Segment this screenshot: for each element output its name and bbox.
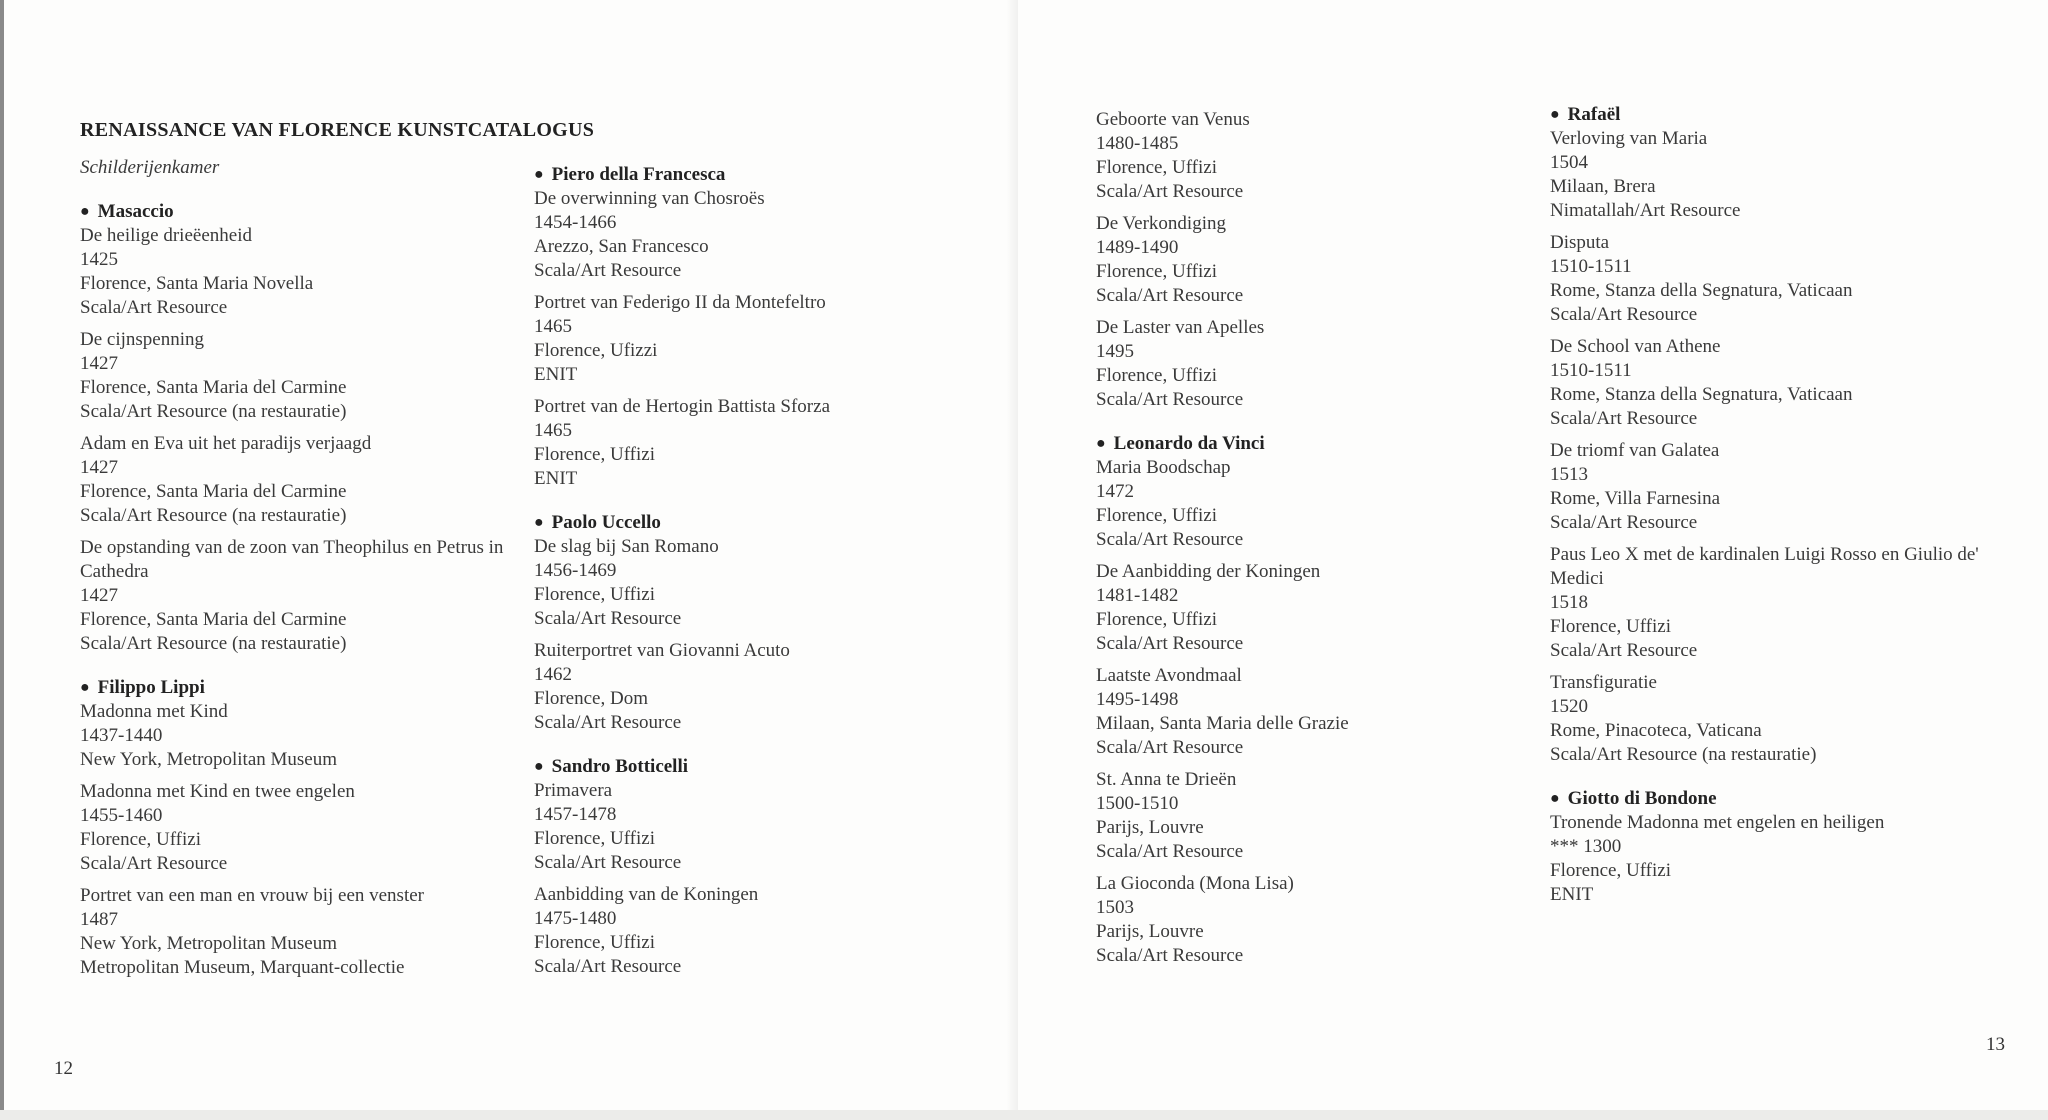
right-page [1018, 0, 2048, 1120]
bullet-icon: ● [80, 203, 90, 220]
artwork-credit: Scala/Art Resource [80, 853, 228, 874]
artist-list [1550, 103, 1990, 907]
artwork-entry [1550, 127, 1990, 223]
artwork-title: De triomf van Galatea [1550, 440, 1720, 461]
artist-name: Paolo Uccello [551, 512, 661, 533]
artwork-entry [534, 639, 974, 735]
artwork-title: Portret van een man en vrouw bij een venster [80, 885, 424, 906]
artwork-entry [1096, 872, 1526, 968]
artwork-entry [80, 328, 520, 424]
artwork-location: Parijs, Louvre [1096, 817, 1204, 838]
artwork-location: Rome, Villa Farnesina [1550, 488, 1721, 509]
artwork-entry [534, 187, 974, 283]
artwork-location: Florence, Uffizi [1096, 505, 1217, 526]
artwork-entry [80, 432, 520, 528]
artwork-credit: Scala/Art Resource [534, 608, 682, 629]
artist-heading [534, 163, 974, 187]
artwork-date: 1427 [80, 353, 118, 374]
artwork-credit: Scala/Art Resource (na restauratie) [80, 505, 347, 526]
artwork-credit: Scala/Art Resource (na restauratie) [1550, 744, 1817, 765]
artwork-title: De heilige drieëenheid [80, 225, 252, 246]
artist-name: Piero della Francesca [551, 164, 726, 185]
artist-block [1096, 432, 1526, 968]
artwork-credit: Scala/Art Resource [1096, 945, 1244, 966]
artist-block [1550, 787, 1990, 907]
artwork-date: 1500-1510 [1096, 793, 1179, 814]
artwork-entry [80, 884, 520, 980]
artwork-credit: Scala/Art Resource [1550, 512, 1698, 533]
artist-name: Leonardo da Vinci [1113, 433, 1265, 454]
artwork-credit: Scala/Art Resource [534, 956, 682, 977]
artwork-entry [80, 224, 520, 320]
artist-name: Giotto di Bondone [1567, 788, 1717, 809]
artwork-credit: ENIT [534, 364, 578, 385]
artwork-entry [534, 883, 974, 979]
artwork-entry [1550, 543, 1990, 663]
artwork-location: New York, Metropolitan Museum [80, 933, 338, 954]
artwork-credit: ENIT [534, 468, 578, 489]
artist-heading [1550, 787, 1990, 811]
artwork-location: Rome, Stanza della Segnatura, Vaticaan [1550, 384, 1853, 405]
artwork-title: St. Anna te Drieën [1096, 769, 1237, 790]
artwork-entry [534, 535, 974, 631]
artwork-title: Tronende Madonna met engelen en heiligen [1550, 812, 1885, 833]
artwork-credit: Scala/Art Resource [1550, 408, 1698, 429]
artist-name: Filippo Lippi [97, 677, 205, 698]
catalog-column-4 [1550, 103, 1990, 927]
artwork-title: Verloving van Maria [1550, 128, 1708, 149]
artwork-location: Rome, Stanza della Segnatura, Vaticaan [1550, 280, 1853, 301]
artwork-location: Florence, Uffizi [1096, 157, 1217, 178]
artwork-entry [1096, 108, 1526, 204]
artwork-location: Arezzo, San Francesco [534, 236, 709, 257]
artwork-title: Portret van de Hertogin Battista Sforza [534, 396, 831, 417]
artist-list [80, 200, 520, 980]
artwork-location: Florence, Uffizi [534, 828, 655, 849]
artwork-entry [1096, 316, 1526, 412]
artwork-title: De slag bij San Romano [534, 536, 719, 557]
artist-name: Rafaël [1567, 104, 1621, 125]
artwork-credit: ENIT [1550, 884, 1594, 905]
artwork-entry [80, 536, 520, 656]
artwork-title: Disputa [1550, 232, 1610, 253]
artwork-title: Laatste Avondmaal [1096, 665, 1242, 686]
artwork-title: Madonna met Kind [80, 701, 228, 722]
artwork-date: 1475-1480 [534, 908, 617, 929]
artwork-date: 1425 [80, 249, 118, 270]
artwork-entry [1550, 335, 1990, 431]
artwork-credit: Scala/Art Resource (na restauratie) [80, 401, 347, 422]
artist-heading [534, 755, 974, 779]
artwork-date: 1510-1511 [1550, 256, 1632, 277]
artwork-date: 1456-1469 [534, 560, 617, 581]
bullet-icon: ● [534, 758, 544, 775]
bullet-icon: ● [534, 166, 544, 183]
artwork-location: Florence, Santa Maria del Carmine [80, 377, 347, 398]
artwork-credit: Scala/Art Resource [1096, 181, 1244, 202]
artist-heading [1096, 432, 1526, 456]
artist-block [534, 511, 974, 735]
artwork-entry [1550, 231, 1990, 327]
artwork-entry [1550, 811, 1990, 907]
artwork-credit: Scala/Art Resource [1096, 529, 1244, 550]
page-number-right: 13 [1986, 1034, 2005, 1055]
bullet-icon: ● [1550, 790, 1560, 807]
artwork-title: Aanbidding van de Koningen [534, 884, 759, 905]
catalog-title: RENAISSANCE VAN FLORENCE KUNSTCATALOGUS [80, 119, 595, 141]
artwork-date: 1454-1466 [534, 212, 617, 233]
artwork-location: Florence, Uffizi [534, 444, 655, 465]
artwork-location: Milaan, Santa Maria delle Grazie [1096, 713, 1349, 734]
artwork-credit: Scala/Art Resource [1096, 285, 1244, 306]
bullet-icon: ● [534, 514, 544, 531]
artwork-title: De opstanding van de zoon van Theophilus en Petrus in Cathedra [80, 537, 504, 582]
artwork-entry [80, 780, 520, 876]
artist-block [534, 163, 974, 491]
artwork-date: 1518 [1550, 592, 1588, 613]
artwork-credit: Metropolitan Museum, Marquant-collectie [80, 957, 405, 978]
artwork-date: 1457-1478 [534, 804, 617, 825]
artwork-date: 1465 [534, 316, 572, 337]
artwork-title: Portret van Federigo II da Montefeltro [534, 292, 826, 313]
artwork-entry [80, 700, 520, 772]
artwork-title: Maria Boodschap [1096, 457, 1231, 478]
artwork-date: 1481-1482 [1096, 585, 1179, 606]
artwork-date: 1510-1511 [1550, 360, 1632, 381]
artist-heading [534, 511, 974, 535]
artwork-entry [534, 291, 974, 387]
artwork-entry [534, 395, 974, 491]
artwork-title: La Gioconda (Mona Lisa) [1096, 873, 1294, 894]
artwork-title: De Laster van Apelles [1096, 317, 1265, 338]
artwork-location: Florence, Uffizi [80, 829, 201, 850]
artist-block [80, 676, 520, 980]
artwork-date: *** 1300 [1550, 836, 1622, 857]
artist-block [1550, 103, 1990, 767]
artwork-location: Florence, Ufizzi [534, 340, 658, 361]
artwork-location: Florence, Uffizi [1096, 261, 1217, 282]
artwork-title: De cijnspenning [80, 329, 205, 350]
artwork-date: 1489-1490 [1096, 237, 1179, 258]
artwork-entry [1096, 456, 1526, 552]
artwork-entry [1550, 439, 1990, 535]
artwork-date: 1480-1485 [1096, 133, 1179, 154]
artwork-date: 1427 [80, 457, 118, 478]
artwork-date: 1462 [534, 664, 572, 685]
artwork-credit: Scala/Art Resource (na restauratie) [80, 633, 347, 654]
artwork-location: Florence, Uffizi [1096, 365, 1217, 386]
artist-block [1096, 108, 1526, 412]
artwork-title: De Verkondiging [1096, 213, 1226, 234]
page-bottom-edge [0, 1110, 2048, 1120]
artwork-entry [1550, 671, 1990, 767]
artwork-date: 1437-1440 [80, 725, 163, 746]
artwork-title: Paus Leo X met de kardinalen Luigi Rosso en Giulio de' Medici [1550, 544, 1979, 589]
artwork-location: Florence, Dom [534, 688, 648, 709]
artwork-title: De Aanbidding der Koningen [1096, 561, 1321, 582]
artwork-location: Florence, Uffizi [534, 584, 655, 605]
artwork-location: Florence, Uffizi [1550, 616, 1671, 637]
artwork-title: Primavera [534, 780, 613, 801]
bullet-icon: ● [1550, 106, 1560, 123]
artwork-date: 1503 [1096, 897, 1134, 918]
artwork-location: Parijs, Louvre [1096, 921, 1204, 942]
artwork-location: Florence, Santa Maria Novella [80, 273, 314, 294]
artwork-credit: Scala/Art Resource [1096, 737, 1244, 758]
artwork-date: 1495-1498 [1096, 689, 1179, 710]
artist-name: Masaccio [97, 201, 174, 222]
artwork-date: 1472 [1096, 481, 1134, 502]
bullet-icon: ● [1096, 435, 1106, 452]
page-number-left: 12 [54, 1058, 73, 1079]
artwork-location: Milaan, Brera [1550, 176, 1656, 197]
artwork-date: 1427 [80, 585, 118, 606]
artwork-credit: Scala/Art Resource [80, 297, 228, 318]
artist-heading [80, 676, 520, 700]
artwork-date: 1487 [80, 909, 118, 930]
artwork-entry [534, 779, 974, 875]
artwork-entry [1096, 664, 1526, 760]
artwork-date: 1455-1460 [80, 805, 163, 826]
artwork-location: Florence, Uffizi [534, 932, 655, 953]
artwork-credit: Scala/Art Resource [534, 712, 682, 733]
artwork-title: De overwinning van Chosroës [534, 188, 765, 209]
artwork-entry [1096, 768, 1526, 864]
artwork-location: Rome, Pinacoteca, Vaticana [1550, 720, 1762, 741]
catalog-column-2 [534, 163, 974, 999]
artist-list [534, 163, 974, 979]
artwork-credit: Nimatallah/Art Resource [1550, 200, 1741, 221]
artwork-credit: Scala/Art Resource [1096, 633, 1244, 654]
artwork-title: Madonna met Kind en twee engelen [80, 781, 355, 802]
artwork-location: Florence, Uffizi [1550, 860, 1671, 881]
artwork-credit: Scala/Art Resource [534, 852, 682, 873]
artwork-date: 1465 [534, 420, 572, 441]
artwork-credit: Scala/Art Resource [1550, 640, 1698, 661]
artist-heading [80, 200, 520, 224]
artwork-location: Florence, Santa Maria del Carmine [80, 609, 347, 630]
artwork-title: De School van Athene [1550, 336, 1721, 357]
artist-name: Sandro Botticelli [551, 756, 689, 777]
left-page [0, 0, 1022, 1120]
artwork-credit: Scala/Art Resource [1096, 389, 1244, 410]
artwork-date: 1520 [1550, 696, 1588, 717]
artwork-location: Florence, Santa Maria del Carmine [80, 481, 347, 502]
artist-list [1096, 108, 1526, 968]
artwork-location: New York, Metropolitan Museum [80, 749, 338, 770]
artist-block [80, 200, 520, 656]
artwork-date: 1504 [1550, 152, 1588, 173]
bullet-icon: ● [80, 679, 90, 696]
artwork-entry [1096, 560, 1526, 656]
artwork-location: Florence, Uffizi [1096, 609, 1217, 630]
artwork-entry [1096, 212, 1526, 308]
catalog-column-3 [1096, 108, 1526, 988]
artwork-title: Adam en Eva uit het paradijs verjaagd [80, 433, 372, 454]
artwork-credit: Scala/Art Resource [1096, 841, 1244, 862]
artwork-date: 1513 [1550, 464, 1588, 485]
artwork-title: Transfiguratie [1550, 672, 1657, 693]
artwork-title: Geboorte van Venus [1096, 109, 1250, 130]
artwork-credit: Scala/Art Resource [1550, 304, 1698, 325]
section-title: Schilderijenkamer [80, 157, 220, 178]
artwork-credit: Scala/Art Resource [534, 260, 682, 281]
artwork-date: 1495 [1096, 341, 1134, 362]
artist-block [534, 755, 974, 979]
artwork-title: Ruiterportret van Giovanni Acuto [534, 640, 790, 661]
artist-heading [1550, 103, 1990, 127]
